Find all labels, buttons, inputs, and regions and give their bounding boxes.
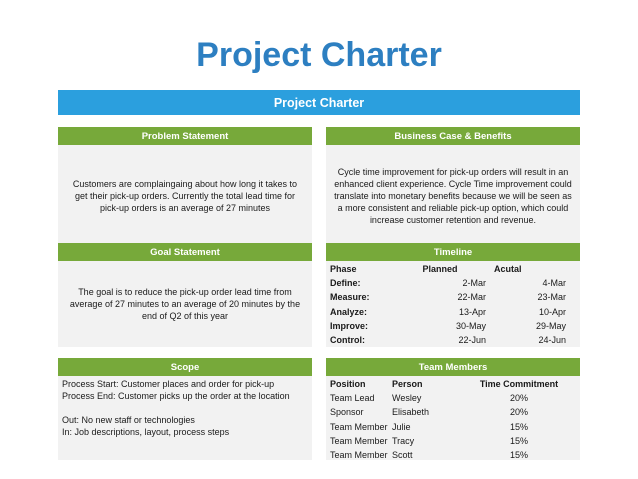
- team-position: Sponsor: [330, 407, 364, 418]
- timeline-actual: 29-May: [535, 320, 566, 331]
- timeline-actual: 4-Mar: [542, 278, 566, 289]
- timeline-phase: Analyze:: [330, 306, 368, 317]
- team-header-row: [326, 377, 580, 391]
- timeline-header-row: [326, 262, 580, 276]
- timeline-actual: 24-Jun: [538, 335, 566, 346]
- business-case-panel: [326, 127, 580, 247]
- scope-line: Out: No new staff or technologies: [62, 415, 195, 425]
- table-row: [326, 391, 580, 405]
- goal-statement-text: The goal is to reduce the pick-up order lead time from average of 27 minutes to an average of 20 minutes by the end of Q2 of this year: [58, 261, 312, 347]
- table-row: [326, 333, 580, 347]
- timeline-panel: [326, 243, 580, 347]
- scope-line: [62, 402, 308, 414]
- timeline-planned: 22-Mar: [457, 292, 486, 303]
- goal-statement-panel: [58, 243, 312, 347]
- team-commitment: 15%: [509, 421, 528, 432]
- team-col-position: Position: [330, 379, 366, 390]
- team-members-panel: [326, 358, 580, 460]
- team-position: Team Lead: [330, 393, 375, 404]
- timeline-planned: 22-Jun: [458, 335, 486, 346]
- timeline-phase: Improve:: [330, 320, 369, 331]
- problem-statement-text: Customers are complaingaing about how long it takes to get their pick-up orders. Currently the total lead time for pick-up orders is an average of 27 minutes: [58, 145, 312, 247]
- table-row: [326, 405, 580, 419]
- charter-banner: Project Charter: [58, 90, 580, 115]
- team-person: Tracy: [392, 435, 415, 446]
- team-person: Wesley: [392, 393, 422, 404]
- team-person: Scott: [392, 450, 413, 461]
- table-row: [326, 448, 580, 462]
- team-commitment: 20%: [509, 407, 528, 418]
- problem-statement-heading: Problem Statement: [58, 127, 312, 145]
- table-row: [326, 420, 580, 434]
- table-row: [326, 290, 580, 304]
- team-person: Julie: [392, 421, 411, 432]
- timeline-actual: 10-Apr: [538, 306, 566, 317]
- timeline-table: [326, 262, 580, 347]
- team-commitment: 20%: [509, 393, 528, 404]
- goal-statement-heading: Goal Statement: [58, 243, 312, 261]
- timeline-planned: 30-May: [455, 320, 486, 331]
- team-members-heading: Team Members: [326, 358, 580, 376]
- scope-line: Process End: Customer picks up the order at the location: [62, 391, 290, 401]
- scope-heading: Scope: [58, 358, 312, 376]
- table-row: [326, 319, 580, 333]
- slide-title: Project Charter: [196, 36, 442, 74]
- timeline-planned: 2-Mar: [462, 278, 486, 289]
- scope-line: Process Start: Customer places and order for pick-up: [62, 379, 275, 389]
- timeline-phase: Control:: [330, 335, 365, 346]
- timeline-body: [326, 261, 580, 347]
- timeline-heading: Timeline: [326, 243, 580, 261]
- team-person: Elisabeth: [392, 407, 430, 418]
- table-row: [326, 276, 580, 290]
- team-position: Team Member: [330, 450, 388, 461]
- team-position: Team Member: [330, 435, 388, 446]
- problem-statement-panel: [58, 127, 312, 247]
- timeline-planned: 13-Apr: [458, 306, 486, 317]
- team-commitment: 15%: [509, 450, 528, 461]
- timeline-actual: 23-Mar: [537, 292, 566, 303]
- team-position: Team Member: [330, 421, 388, 432]
- team-commitment: 15%: [509, 435, 528, 446]
- business-case-heading: Business Case & Benefits: [326, 127, 580, 145]
- timeline-phase: Measure:: [330, 292, 370, 303]
- business-case-text: Cycle time improvement for pick-up orders will result in an enhanced client experience. Cycle Time improvement could translate into monetary benefits because we will be seen as a more consistent and reliable pick-up option, which could increase customer retention and revenue.: [326, 145, 580, 247]
- team-col-commitment: Time Commitment: [479, 379, 559, 390]
- team-members-body: [326, 376, 580, 460]
- scope-body: [58, 376, 312, 460]
- timeline-phase: Define:: [330, 278, 361, 289]
- timeline-col-phase: Phase: [330, 264, 357, 275]
- team-members-table: [326, 377, 580, 462]
- timeline-col-actual: Acutal: [494, 264, 522, 275]
- team-col-person: Person: [392, 379, 423, 390]
- scope-panel: [58, 358, 312, 460]
- table-row: [326, 434, 580, 448]
- timeline-col-planned: Planned: [422, 264, 458, 275]
- table-row: [326, 305, 580, 319]
- scope-line: In: Job descriptions, layout, process steps: [62, 427, 230, 437]
